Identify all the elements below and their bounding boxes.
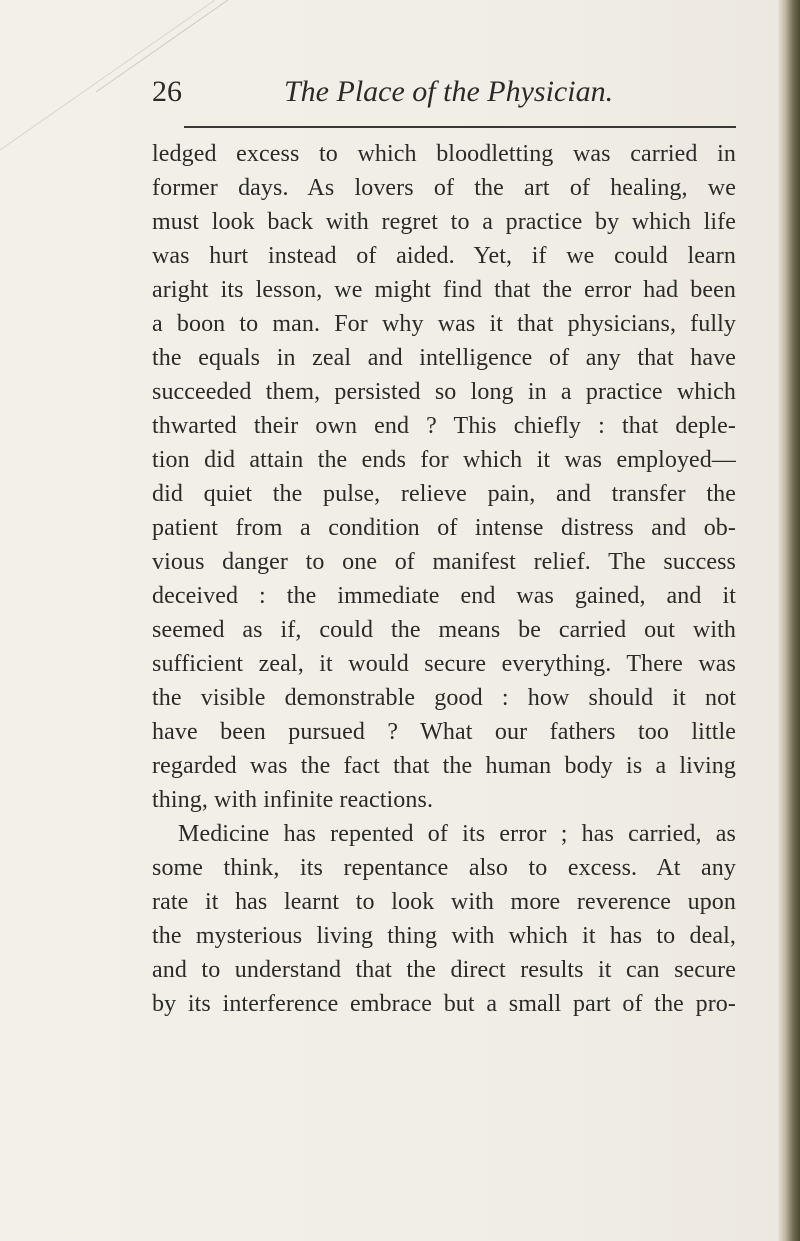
page-number: 26 [152, 75, 182, 108]
text-line: was hurt instead of aided. Yet, if we could learn [152, 243, 736, 269]
running-head [152, 74, 736, 118]
text-line: aright its lesson, we might find that the error had been [152, 277, 736, 303]
text-line: thwarted their own end ? This chiefly : that deple- [152, 413, 736, 439]
binding-edge [778, 0, 800, 1241]
text-line: must look back with regret to a practice by which life [152, 209, 736, 235]
text-line: a boon to man. For why was it that physicians, fully [152, 311, 736, 337]
text-line: some think, its repentance also to excess. At any [152, 855, 736, 881]
text-line: seemed as if, could the means be carried out with [152, 617, 736, 643]
text-line: succeeded them, persisted so long in a practice which [152, 379, 736, 405]
text-line: rate it has learnt to look with more reverence upon [152, 889, 736, 915]
body-text [152, 137, 736, 1021]
text-line: the equals in zeal and intelligence of any that have [152, 345, 736, 371]
text-line: did quiet the pulse, relieve pain, and transfer the [152, 481, 736, 507]
text-line: thing, with infinite reactions. [152, 787, 434, 813]
text-line: tion did attain the ends for which it was employed— [152, 447, 736, 473]
text-line: have been pursued ? What our fathers too little [152, 719, 736, 745]
text-line: ledged excess to which bloodletting was carried in [152, 141, 736, 167]
text-line: the mysterious living thing with which it has to deal, [152, 923, 736, 949]
text-line: regarded was the fact that the human body is a living [152, 753, 736, 779]
text-line: Medicine has repented of its error ; has carried, as [178, 821, 736, 847]
text-line: former days. As lovers of the art of healing, we [152, 175, 736, 201]
text-line: the visible demonstrable good : how should it not [152, 685, 736, 711]
running-title: The Place of the Physician. [284, 75, 614, 108]
text-line: sufficient zeal, it would secure everything. There was [152, 651, 736, 677]
text-line: vious danger to one of manifest relief. The success [152, 549, 736, 575]
text-line: by its interference embrace but a small part of the pro- [152, 991, 736, 1017]
text-line: patient from a condition of intense distress and ob- [152, 515, 736, 541]
text-line: deceived : the immediate end was gained, and it [152, 583, 736, 609]
text-line: and to understand that the direct results it can secure [152, 957, 736, 983]
header-rule [184, 126, 736, 128]
